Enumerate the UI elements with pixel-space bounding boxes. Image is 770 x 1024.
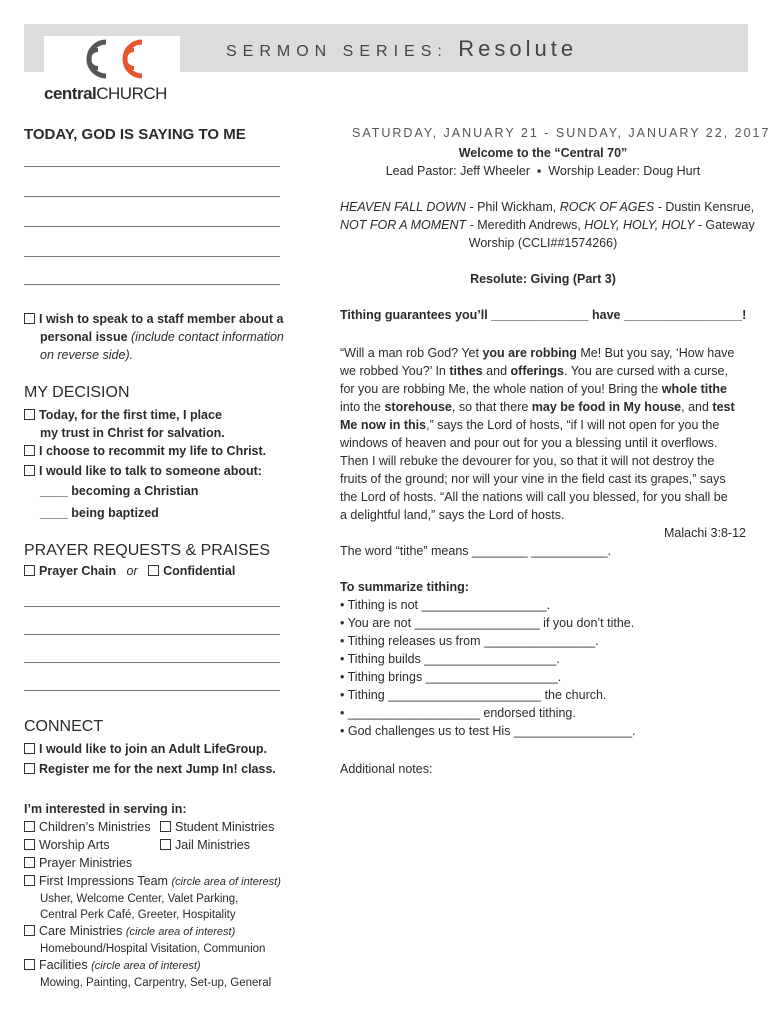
serve-student[interactable]: Student Ministries <box>160 818 274 836</box>
serve-prayer[interactable]: Prayer Ministries <box>24 854 132 872</box>
summary-item: • Tithing ______________________ the church. <box>340 688 607 702</box>
prayer-options: Prayer Chain or Confidential <box>24 562 235 580</box>
summary-heading: To summarize tithing: <box>340 580 469 594</box>
checkbox-icon[interactable] <box>24 875 35 886</box>
summary-item: • Tithing builds ___________________. <box>340 652 560 666</box>
serve-jail[interactable]: Jail Ministries <box>160 836 250 854</box>
scripture-passage: “Will a man rob God? Yet you are robbing Me! But you say, ‘How have we robbed You?’ In tithes and offerings. You are cursed with a curse, for you are robbing Me, the whole nation of you! Bring the whole tithe into the storehouse, so that there may be food in My house, and test Me now in this,” says the Lord of hosts, “if I will not open for you the windows of heaven and pour out for you a blessing until it overflows. Then I will rebuke the devourer for you, so that it will not destroy the fruits of the ground; nor will your vine in the field cast its grapes,” says the Lord of hosts. “All the nations will call you blessed, for you shall be a delightful land,” says the Lord of hosts. <box>340 346 735 522</box>
write-line[interactable] <box>24 690 280 691</box>
write-line[interactable] <box>24 284 280 285</box>
staff-request-option[interactable]: I wish to speak to a staff member about a <box>24 310 284 328</box>
connect-heading: CONNECT <box>24 718 104 735</box>
summary-item: • You are not __________________ if you don’t tithe. <box>340 616 635 630</box>
serve-care[interactable]: Care Ministries (circle area of interest) <box>24 922 235 941</box>
checkbox-icon[interactable] <box>24 839 35 850</box>
decision-first-time[interactable]: Today, for the first time, I place <box>24 406 222 424</box>
checkbox-icon[interactable] <box>24 743 35 754</box>
prayer-chain-option[interactable]: Prayer Chain <box>39 564 117 578</box>
staff-request-line3: on reverse side). <box>40 348 134 362</box>
write-line[interactable] <box>24 256 280 257</box>
songs-line1: HEAVEN FALL DOWN - Phil Wickham, ROCK OF AGES - Dustin Kensrue, <box>340 200 755 214</box>
facilities-areas: Mowing, Painting, Carpentry, Set-up, General <box>40 977 272 989</box>
serve-first-impressions[interactable]: First Impressions Team (circle area of interest) <box>24 872 281 891</box>
logo-wordmark: centralCHURCH <box>44 84 167 103</box>
care-areas: Homebound/Hospital Visitation, Communion <box>40 943 266 955</box>
checkbox-icon[interactable] <box>24 465 35 476</box>
church-logo-icon <box>76 36 148 82</box>
first-impressions-areas-2: Central Perk Café, Greeter, Hospitality <box>40 909 236 921</box>
checkbox-icon[interactable] <box>24 409 35 420</box>
first-impressions-areas: Usher, Welcome Center, Valet Parking, <box>40 893 239 905</box>
serve-worship[interactable]: Worship Arts <box>24 836 110 854</box>
decision-heading: MY DECISION <box>24 384 130 401</box>
decision-first-time-line2: my trust in Christ for salvation. <box>40 426 225 440</box>
decision-becoming-christian[interactable]: ____ becoming a Christian <box>40 484 199 498</box>
connect-lifegroup[interactable]: I would like to join an Adult LifeGroup. <box>24 740 267 758</box>
serve-children[interactable]: Children’s Ministries <box>24 818 151 836</box>
verse-reference: Malachi 3:8-12 <box>664 526 746 540</box>
checkbox-icon[interactable] <box>160 821 171 832</box>
decision-recommit[interactable]: I choose to recommit my life to Christ. <box>24 442 266 460</box>
write-line[interactable] <box>24 634 280 635</box>
summary-item: • Tithing is not __________________. <box>340 598 551 612</box>
service-date: SATURDAY, JANUARY 21 - SUNDAY, JANUARY 22, 2017 <box>352 126 770 140</box>
today-heading: TODAY, GOD IS SAYING TO ME <box>24 126 246 143</box>
connect-jump-in[interactable]: Register me for the next Jump In! class. <box>24 760 276 778</box>
tithing-guarantee-line: Tithing guarantees you’ll ______________ have _________________! <box>340 308 747 322</box>
pastors-line: Lead Pastor: Jeff Wheeler ▪ Worship Leader: Doug Hurt <box>385 164 701 178</box>
sermon-series-title: SERMON SERIES: Resolute <box>226 36 578 61</box>
prayer-heading: PRAYER REQUESTS & PRAISES <box>24 542 270 559</box>
checkbox-icon[interactable] <box>24 925 35 936</box>
checkbox-icon[interactable] <box>24 959 35 970</box>
serve-facilities[interactable]: Facilities (circle area of interest) <box>24 956 201 975</box>
songs-line2: NOT FOR A MOMENT - Meredith Andrews, HOLY, HOLY, HOLY - Gateway <box>340 218 755 232</box>
tithe-meaning-line: The word “tithe” means ________ ___________. <box>340 544 612 558</box>
checkbox-icon[interactable] <box>148 565 159 576</box>
checkbox-icon[interactable] <box>160 839 171 850</box>
checkbox-icon[interactable] <box>24 763 35 774</box>
songs-line3: Worship (CCLI##1574266) <box>468 236 618 250</box>
staff-request-line2: personal issue (include contact information <box>40 330 284 344</box>
checkbox-icon[interactable] <box>24 857 35 868</box>
checkbox-icon[interactable] <box>24 821 35 832</box>
serving-heading: I’m interested in serving in: <box>24 802 187 816</box>
summary-item: • Tithing brings ___________________. <box>340 670 562 684</box>
confidential-option[interactable]: Confidential <box>163 564 236 578</box>
write-line[interactable] <box>24 226 280 227</box>
summary-item: • ___________________ endorsed tithing. <box>340 706 576 720</box>
checkbox-icon[interactable] <box>24 565 35 576</box>
checkbox-icon[interactable] <box>24 313 35 324</box>
write-line[interactable] <box>24 196 280 197</box>
sermon-title: Resolute: Giving (Part 3) <box>470 272 616 286</box>
decision-talk[interactable]: I would like to talk to someone about: <box>24 462 262 480</box>
summary-item: • Tithing releases us from ________________. <box>340 634 599 648</box>
write-line[interactable] <box>24 166 280 167</box>
welcome-line: Welcome to the “Central 70” <box>458 146 628 160</box>
decision-baptized[interactable]: ____ being baptized <box>40 506 159 520</box>
write-line[interactable] <box>24 606 280 607</box>
checkbox-icon[interactable] <box>24 445 35 456</box>
additional-notes-label: Additional notes: <box>340 762 433 776</box>
write-line[interactable] <box>24 662 280 663</box>
summary-item: • God challenges us to test His _________________. <box>340 724 636 738</box>
